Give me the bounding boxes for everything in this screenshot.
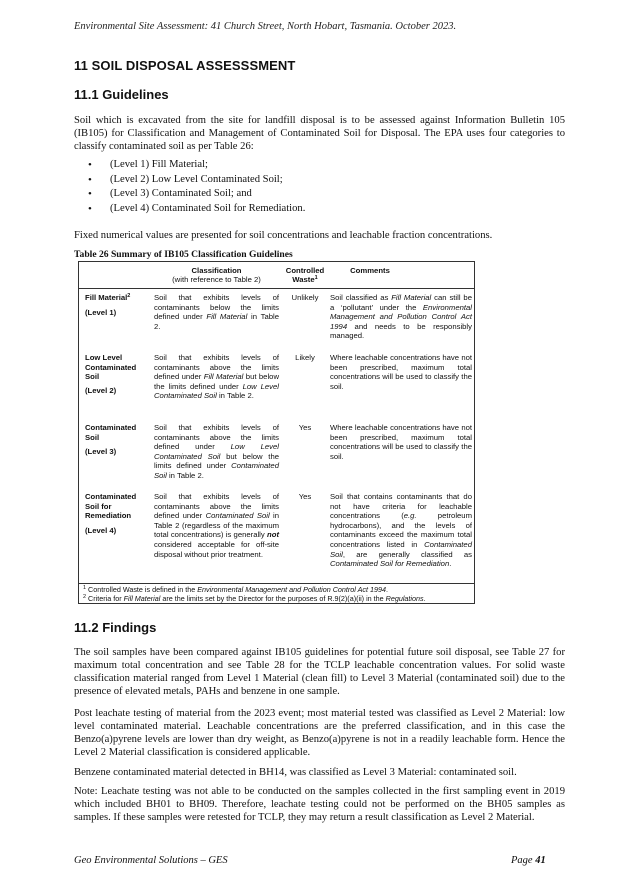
row-3-classification: Contaminated Soil (Level 3) (85, 423, 137, 457)
footer-company: Geo Environmental Solutions – GES (74, 855, 228, 866)
section-heading: 11 SOIL DISPOSAL ASSESSSMENT (74, 58, 296, 73)
row-3-comments: Where leachable concentrations have not been prescribed, maximum total concentrations will be used to classify the soil. (330, 423, 472, 461)
column-header-comments: Comments (350, 266, 390, 275)
table-footnote-2: $^2$ Criteria for Fill Material are the limits set by the Director for the purposes of R.9(2)(a)(ii) in the Regulations. (83, 594, 426, 603)
row-2-controlled: Likely (295, 353, 315, 362)
level-list (88, 158, 305, 216)
findings-paragraph-4: Note: Leachate testing was not able to be conducted on the samples collected in the first sampling event in 2019 which included BH01 to BH09. Therefore, leachate testing could not be performed on the BH05 samples as samples. If these samples were retested for TCLP, they may return a result classification as Level 2 Material. (74, 786, 565, 824)
row-2-description: Soil that exhibits levels of contaminants above the limits defined under Fill Material but below the limits defined under Low Level Contaminated Soil in Table 2. (154, 353, 279, 401)
row-4-description: Soil that exhibits levels of contaminants above the limits defined under Contaminated Soil in Table 2 (regardless of the maximum total concentrations) is generally not considered acceptable for off-site disposal without prior treatment. (154, 492, 279, 559)
list-item: • (Level 4) Contaminated Soil for Remediation. (88, 202, 305, 217)
column-header-controlled-waste: Controlled Waste$^1$ (285, 266, 325, 285)
row-4-comments: Soil that contains contaminants that do not have criteria for leachable concentrations (e.g. petroleum hydrocarbons), and the levels of contaminants exceed the maximum total concentrations listed in Contaminated Soil, are generally classified as Contaminated Soil for Remediation. (330, 492, 472, 569)
footnote-rule (79, 583, 474, 584)
footer-page-number: Page 41 (511, 855, 546, 866)
row-3-description: Soil that exhibits levels of contaminants above the limits defined under Low Level Contaminated Soil but below the limits defined under Contaminated Soil in Table 2. (154, 423, 279, 480)
guidelines-intro-paragraph: Soil which is excavated from the site for landfill disposal is to be assessed against Information Bulletin 105 (IB105) for Classification and Management of Contaminated Soil for Disposal. The EPA uses four categories to classify contaminated soil as per Table 26: (74, 115, 565, 153)
row-4-controlled: Yes (298, 492, 312, 501)
header-rule (79, 288, 474, 289)
table-footnote-1: $^1$ Controlled Waste is defined in the Environmental Management and Pollution Control Act 1994. (83, 585, 388, 594)
list-item: • (Level 1) Fill Material; (88, 158, 305, 173)
row-1-classification: Fill Material$^2$ (Level 1) (85, 293, 131, 317)
row-1-description: Soil that exhibits levels of contaminants below the limits defined under Fill Material in Table 2. (154, 293, 279, 331)
classification-table (78, 261, 475, 604)
findings-paragraph-3: Benzene contaminated material detected in BH14, was classified as Level 3 Material: contaminated soil. (74, 767, 517, 778)
row-2-classification: Low Level Contaminated Soil (Level 2) (85, 353, 137, 395)
row-1-controlled: Unlikely (291, 293, 319, 302)
running-header: Environmental Site Assessment: 41 Church Street, North Hobart, Tasmania. October 2023. (74, 21, 457, 32)
fixed-values-paragraph: Fixed numerical values are presented for soil concentrations and leachable fraction concentrations. (74, 230, 493, 241)
list-item: • (Level 2) Low Level Contaminated Soil; (88, 173, 305, 188)
subsection-heading-guidelines: 11.1 Guidelines (74, 87, 169, 102)
findings-paragraph-2: Post leachate testing of material from the 2023 event; most material tested was classified as Level 2 Material: low level contaminated material. Leachable concentrations are the preferred classification, and in this case the Benzo(a)pyrene levels are lower than dry weight, as Benzo(a)pyrene is not in a readily leachable form. Hence the Level 2 Material classification is considered applicable. (74, 708, 565, 759)
row-2-comments: Where leachable concentrations have not been prescribed, maximum total concentrations will be used to classify the soil. (330, 353, 472, 391)
row-4-classification: Contaminated Soil for Remediation (Level 4) (85, 492, 137, 535)
row-1-comments: Soil classified as Fill Material can still be a ‘pollutant’ under the Environmental Management and Pollution Control Act 1994 and needs to be responsibly managed. (330, 293, 472, 341)
column-header-classification: Classification (with reference to Table 2) (172, 266, 261, 285)
subsection-heading-findings: 11.2 Findings (74, 620, 157, 635)
list-item: • (Level 3) Contaminated Soil; and (88, 187, 305, 202)
row-3-controlled: Yes (298, 423, 312, 432)
findings-paragraph-1: The soil samples have been compared against IB105 guidelines for potential future soil disposal, see Table 27 for maximum total concentration and see Table 28 for the TCLP leachable concentration values. For solid waste classification material ranged from Level 1 Material (clean fill) to Level 3 Material (contaminated soil) due to the presence of elevated metals, PAHs and benzene in one sample. (74, 647, 565, 698)
table-caption: Table 26 Summary of IB105 Classification Guidelines (74, 249, 293, 260)
